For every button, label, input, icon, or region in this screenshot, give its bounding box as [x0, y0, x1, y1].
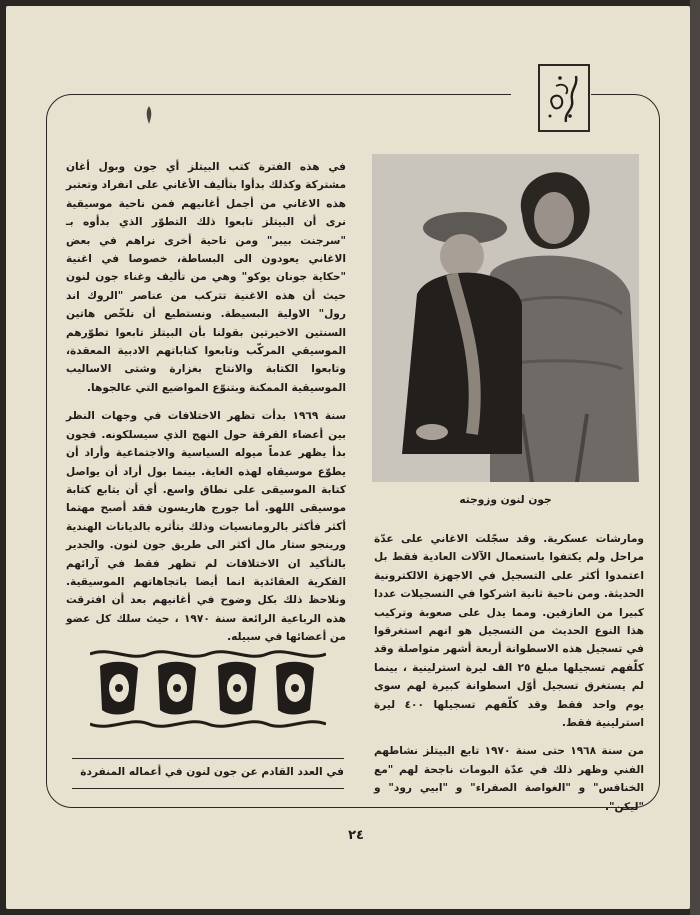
bookmark-ornament	[145, 106, 153, 124]
paragraph-1969-differences: سنة ١٩٦٩ بدأت تظهر الاختلافات في وجهات النظر بين أعضاء الفرقة حول النهج الذي سيسلكونه. فجون بدأ يظهر عدماً ميوله السياسية والاجتماعية وأراد أن يطوّع موسيقاه لهذه الغاية. بينما بول أراد أن يواصل كتابة الموسيقى على نطاق واسع. أي أن يتابع كتابة موسيقى اللهو. أما جورج هاريسون فقد أصبح مهتما أكثر فأكثر بالرومانسيات وذلك بتأثره بالديانات الهندية ورينجو ستار مال أكثر الى طريق جون لنون. والجدير بالتأكيد ان الاختلافات لم تظهر فقط في آرائهم الفكرية العقائدية انما أيضا باتجاهاتهم الموسيقية. ونلاحظ ذلك بكل وضوح في أغانيهم بعد أن افترقت هذه الرباعية الرائعة سنة ١٩٧٠ ، حيث سلك كل عضو من أعضائها في سبيله.	[66, 410, 346, 644]
page-number: ٢٤	[348, 828, 364, 843]
paragraph-beatles-period: في هذه الفترة كتب البيتلز أي جون وبول أغان مشتركة وكذلك بدأوا بتأليف الأغاني على انفراد وتعتبر هذه الاغاني من أجمل أغانيهم فمن ناحية موسيقية نرى أن البيتلز تابعوا ذلك التطوّر الذي بدأوه بـ "سرجنت بيبر" ومن ناحية أخرى نراهم في بعض الاغاني يعودون الى البساطة، خصوصا في اغنية "حكاية جونان يوكو" وهي من تأليف وغناء جون لنون حيث أن هذه الاغنية تتركب من عناصر "الروك اند رول" الاولية البسيطة. ونستطيع أن نلخّص هاتين السنتين الاخيرتين بقولنا بأن البيتلز تابعوا تطوّرهم الموسيقي المركّب وتابعوا كتاباتهم الادبية المعقدة، وتابعوا الكتابة والانتاج بغزارة وشتى الاساليب الموسيقية الممكنة وبتنوّع المواضيع التي عالجوها.	[66, 161, 346, 394]
scan-edge	[690, 0, 700, 915]
magazine-page	[6, 6, 690, 909]
divider-bottom	[72, 788, 344, 789]
arabesque-ornament-icon	[90, 646, 326, 732]
couple-photo-image	[372, 154, 639, 482]
article-left-column	[66, 158, 346, 657]
photo-caption: جون لنون وزوجته	[459, 494, 552, 506]
paragraph-albums: من سنة ١٩٦٨ حتى سنة ١٩٧٠ تابع البيتلز نشاطهم الفني وظهر ذلك في عدّة البومات ناجحة لهم "مع الخنافس" و "الغواصة الصفراء" و "ابيي رود" و "ليكن".	[374, 745, 644, 813]
article-right-column	[374, 530, 644, 826]
calligraphy-logo-icon	[540, 66, 588, 130]
fonoon-logo	[538, 64, 590, 132]
paragraph-recording: ومارشات عسكرية. وقد سجّلت الاغاني على عدّة مراحل ولم يكتفوا باستعمال الآلات العادية فقط بل اعتمدوا أكثر على التسجيل في الاجهزة الالكترونية الحديثة. ومن ناحية ثانية اشركوا في التسجيلات عددا كبيرا من العازفين. ومما يدل على صعوبة وتركيب هذا النوع الحديث من التسجيل هو انهم استغرقوا في تسجيل هذه الاسطوانة أربعة أشهر متواصلة وقد كلّفهم تسجيلها مبلغ ٢٥ الف ليرة استرلينية ، بينما لم يستغرق تسجيل أوّل اسطوانة كبيرة لهم سوى يوم واحد فقط وقد كلّفهم تسجيلها ٤٠٠ ليرة استرلينية فقط.	[374, 533, 644, 730]
leaf-icon	[145, 106, 153, 124]
decorative-ornament	[90, 646, 326, 732]
next-issue-note: في العدد القادم عن جون لنون في أعماله المنفردة	[80, 766, 344, 778]
divider-top	[72, 758, 344, 759]
john-lennon-yoko-photo	[372, 154, 639, 482]
